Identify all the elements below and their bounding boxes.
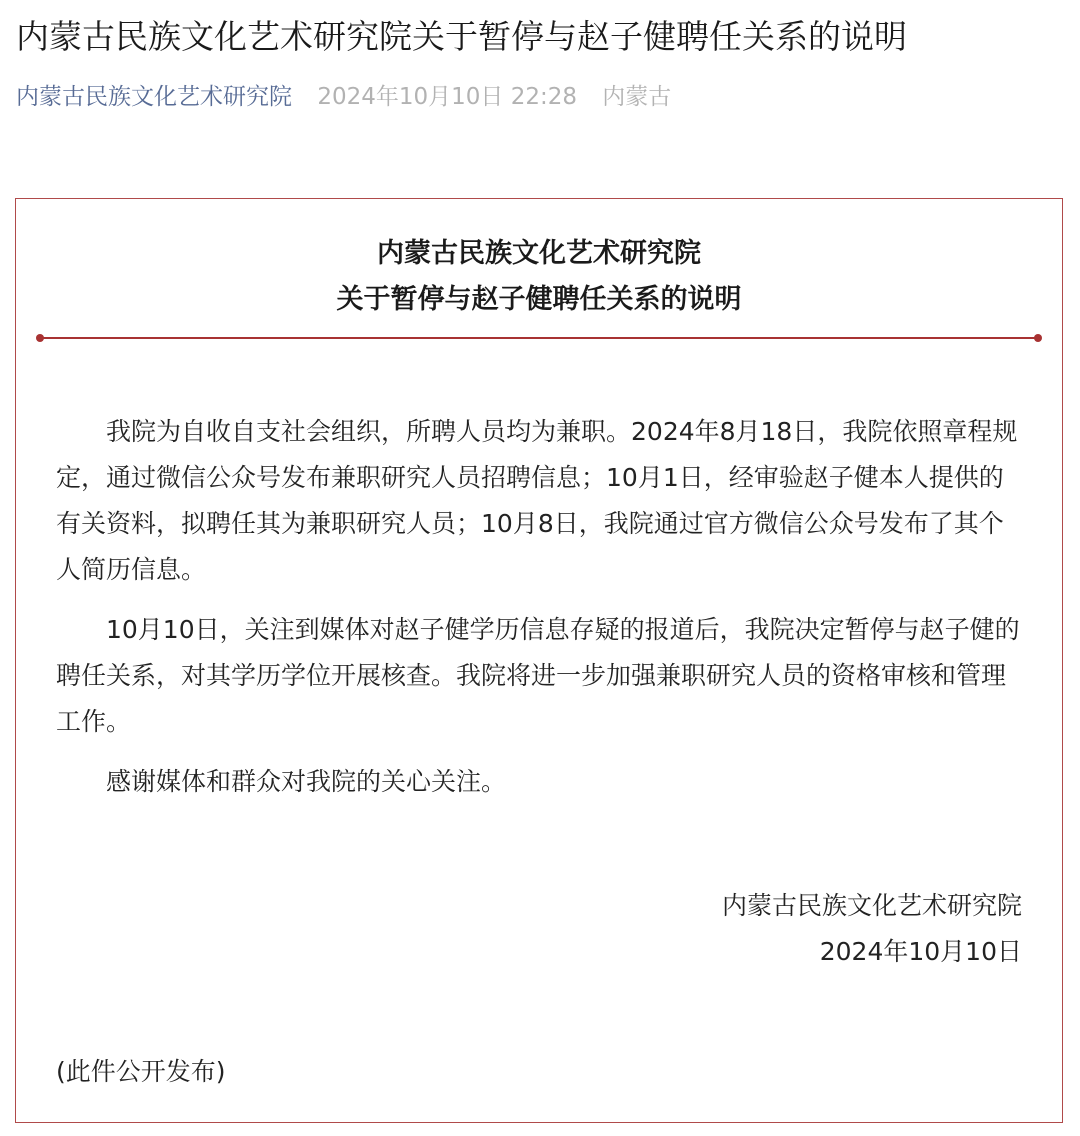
signature-date: 2024年10月10日: [819, 937, 1022, 966]
document-signature: [722, 883, 1022, 975]
document-body: [56, 409, 1022, 819]
document-heading: [16, 231, 1062, 323]
document-heading-line2: 关于暂停与赵子健聘任关系的说明: [336, 284, 742, 315]
signature-org: 内蒙古民族文化艺术研究院: [721, 891, 1022, 920]
document-frame: [15, 198, 1063, 1123]
account-name-link[interactable]: 内蒙古民族文化艺术研究院: [16, 84, 292, 110]
heading-divider: [40, 337, 1038, 339]
publish-region: 内蒙古: [602, 84, 672, 110]
body-paragraph-1: 我院为自收自支社会组织，所聘人员均为兼职。2024年8月18日，我院依照章程规定，通过微信公众号发布兼职研究人员招聘信息；10月1日，经审验赵子健本人提供的有关资料，拟聘任其为兼职研究人员；10月8日，我院通过官方微信公众号发布了其个人简历信息。: [56, 417, 1018, 584]
divider-dot-right: [1034, 334, 1042, 342]
article-title: 内蒙古民族文化艺术研究院关于暂停与赵子健聘任关系的说明: [16, 17, 907, 56]
body-paragraph-3: 感谢媒体和群众对我院的关心关注。: [106, 767, 507, 796]
document-heading-line1: 内蒙古民族文化艺术研究院: [377, 238, 701, 269]
publication-note: (此件公开发布): [56, 1057, 226, 1086]
body-paragraph-2: 10月10日，关注到媒体对赵子健学历信息存疑的报道后，我院决定暂停与赵子健的聘任关系，对其学历学位开展核查。我院将进一步加强兼职研究人员的资格审核和管理工作。: [56, 615, 1020, 736]
publish-time: 2024年10月10日 22:28: [317, 84, 577, 110]
divider-dot-left: [36, 334, 44, 342]
article-meta: [16, 80, 671, 114]
